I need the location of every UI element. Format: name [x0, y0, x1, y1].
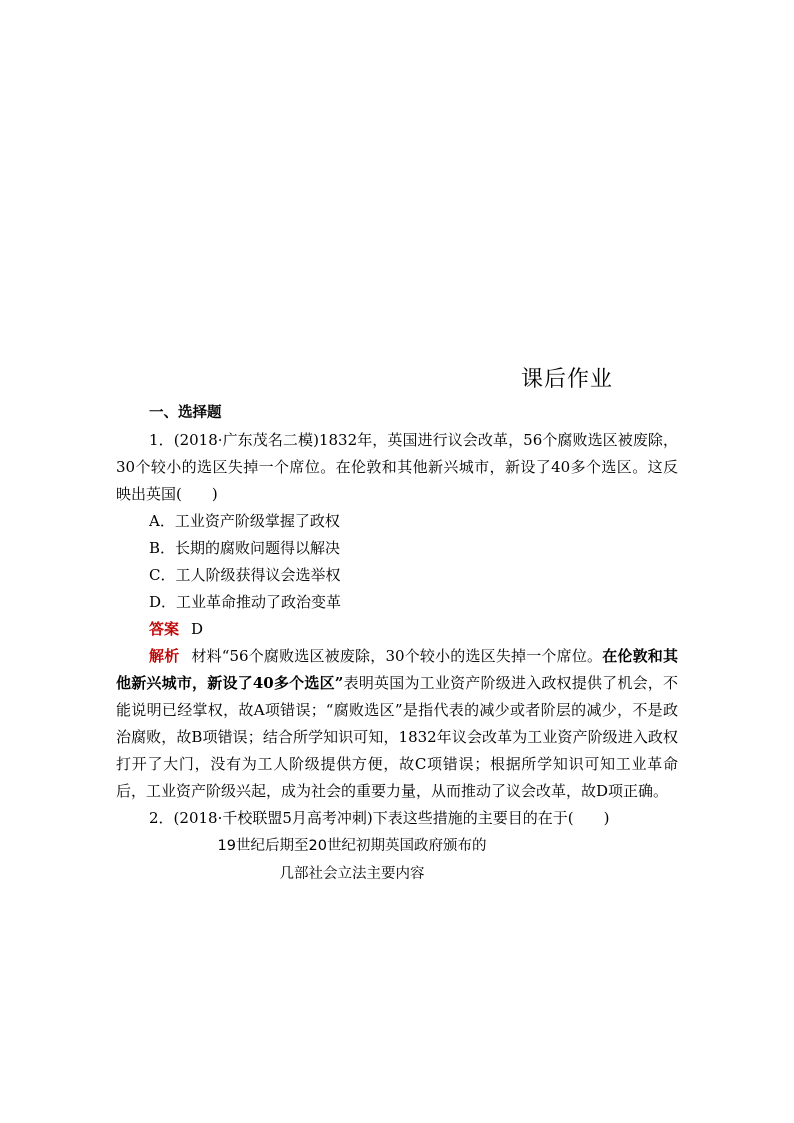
answer-line: [116, 616, 678, 643]
page-title: 课后作业: [520, 367, 613, 392]
option-d: D．工业革命推动了政治变革: [149, 593, 342, 611]
analysis-text-1: 材料“56个腐败选区被废除，30个较小的选区失掉一个席位。: [191, 647, 603, 665]
analysis-label: 解析: [149, 647, 180, 665]
question-1-options: [116, 508, 678, 616]
section-heading: 一、选择题: [149, 405, 222, 421]
table-caption-line-2: 几部社会立法主要内容: [279, 866, 425, 882]
option-a: A．工业资产阶级掌握了政权: [149, 512, 340, 530]
table-caption: [71, 832, 633, 888]
question-1-stem: 1．(2018·广东茂名二模)1832年，英国进行议会改革，56个腐败选区被废除，30个较小的选区失掉一个席位。在伦敦和其他新兴城市，新设了40多个选区。这反映出英国( ): [116, 431, 678, 503]
answer-value: D: [191, 620, 204, 638]
table-caption-line-1: 19世纪后期至20世纪初期英国政府颁布的: [217, 838, 487, 854]
answer-label: 答案: [149, 620, 180, 638]
option-b: B．长期的腐败问题得以解决: [149, 539, 341, 557]
analysis-text-3: 表明英国为工业资产阶级进入政权提供了机会，不能说明已经掌权，故A项错误；“腐败选区”是指代表的减少或者阶层的减少，不是政治腐败，故B项错误；结合所学知识可知，1832年议会改革为工业资产阶级进入政权打开了大门，没有为工人阶级提供方便，故C项错误；根据所学知识可知工业革命后，工业资产阶级兴起，成为社会的重要力量，从而推动了议会改革，故D项正确。: [116, 674, 678, 800]
option-c: C．工人阶级获得议会选举权: [149, 566, 341, 584]
document-body: [116, 400, 678, 888]
analysis-text-2: 在伦敦和其他新兴城市，新设了40多个选区”: [116, 647, 678, 692]
question-2-stem: 2．(2018·千校联盟5月高考冲刺)下表这些措施的主要目的在于( ): [149, 809, 610, 827]
analysis-paragraph: [116, 643, 678, 805]
